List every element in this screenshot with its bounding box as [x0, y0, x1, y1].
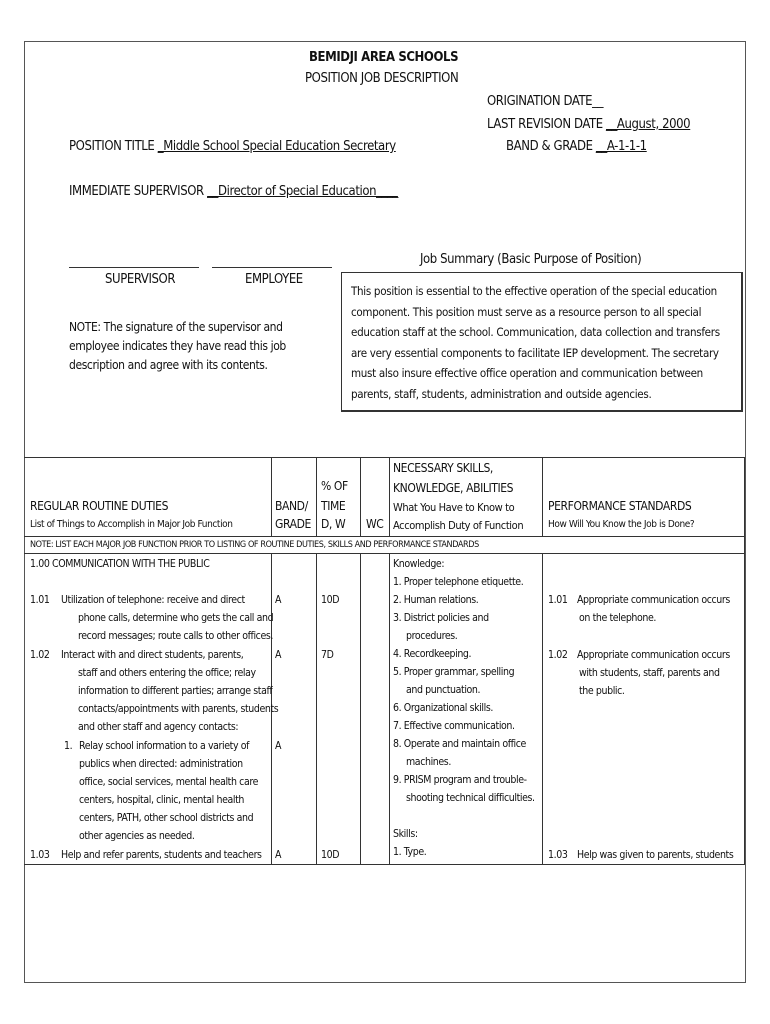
skills-header-2: KNOWLEDGE, ABILITIES: [393, 481, 514, 495]
skills-header-3: What You Have to Know to: [393, 501, 515, 514]
job-summary-box: [341, 272, 743, 412]
supervisor-value: __Director of Special Education____: [207, 184, 398, 199]
duty-text: [61, 646, 278, 736]
duty-line: other agencies as needed.: [79, 830, 195, 842]
employee-signature-line: [212, 267, 332, 268]
col-divider-perf-body: [542, 553, 543, 864]
duty-line: phone calls, determine who gets the call and: [78, 612, 274, 624]
duty-number: 1.01: [30, 594, 50, 606]
skill-line: procedures.: [393, 630, 458, 642]
position-title-label: POSITION TITLE: [69, 139, 155, 154]
time-header-2: TIME: [321, 499, 346, 513]
skill-line: [393, 807, 535, 825]
duty-band: A: [275, 849, 282, 861]
supervisor-signature-line: [69, 267, 199, 268]
skill-line: 7. Effective communication.: [393, 720, 515, 732]
duty-time: 7D: [321, 649, 334, 661]
table-right-border: [744, 457, 745, 864]
duty-text: Help and refer parents, students and teachers: [61, 849, 262, 861]
skill-line: 1. Type.: [393, 846, 427, 858]
duty-line: contacts/appointments with parents, students: [78, 703, 279, 715]
skill-line: shooting technical difficulties.: [393, 792, 535, 804]
duty-line: staff and others entering the office; relay: [78, 667, 256, 679]
duty-text: [61, 591, 273, 645]
position-title: [69, 139, 396, 154]
duty-line: Interact with and direct students, parents,: [61, 649, 244, 661]
duty-line: information to different parties; arrange staff: [78, 685, 273, 697]
band-grade: [506, 139, 647, 154]
duty-number: 1.02: [30, 649, 50, 661]
skill-line: 3. District policies and: [393, 612, 489, 624]
col-divider-skills-body: [389, 553, 390, 864]
job-summary-title: Job Summary (Basic Purpose of Position): [420, 252, 642, 267]
band-header-1: BAND/: [275, 499, 308, 513]
duty-line: office, social services, mental health care: [79, 776, 259, 788]
col-divider-band: [271, 457, 272, 536]
standard-line: with students, staff, parents and: [579, 667, 720, 679]
duty-line: Utilization of telephone: receive and direct: [61, 594, 245, 606]
standard-text: Help was given to parents, students: [577, 849, 734, 861]
supervisor-label: IMMEDIATE SUPERVISOR: [69, 184, 204, 199]
skill-line: 9. PRISM program and trouble-: [393, 774, 527, 786]
col-divider-perf: [542, 457, 543, 536]
skill-line: Skills:: [393, 828, 418, 840]
col-divider-time: [316, 457, 317, 536]
skill-line: machines.: [393, 756, 451, 768]
org-name: BEMIDJI AREA SCHOOLS: [309, 50, 459, 65]
duty-number: 1.03: [30, 849, 50, 861]
duty-line: centers, PATH, other school districts and: [79, 812, 254, 824]
skill-line: 6. Organizational skills.: [393, 702, 493, 714]
duty-band: A: [275, 740, 282, 752]
standard-number: 1.01: [548, 594, 568, 606]
skills-header-1: NECESSARY SKILLS,: [393, 461, 493, 475]
signature-note: NOTE: The signature of the supervisor and employee indicates they have read this job description and agree with its contents.: [69, 320, 286, 372]
standard-line: the public.: [579, 685, 625, 697]
skill-line: Knowledge:: [393, 558, 445, 570]
duties-header-sub: List of Things to Accomplish in Major Job Function: [30, 519, 233, 530]
last-revision-label: LAST REVISION DATE: [487, 117, 603, 132]
immediate-supervisor: [69, 184, 398, 199]
duties-header-title: REGULAR ROUTINE DUTIES: [30, 499, 169, 513]
standard-line: on the telephone.: [579, 612, 656, 624]
section-heading: 1.00 COMMUNICATION WITH THE PUBLIC: [30, 558, 210, 570]
skill-line: 2. Human relations.: [393, 594, 479, 606]
band-header-2: GRADE: [275, 517, 311, 531]
duty-line: publics when directed: administration: [79, 758, 243, 770]
job-summary-text: This position is essential to the effective operation of the special education component. This position must serve as a resource person to all special education staff at the school. Communication, data collection and transfers are very essential components to facilitate IEP development. The secretary must also insure effective office operation and communication between parents, staff, students, administration and outside agencies.: [351, 284, 720, 401]
col-divider-time-body: [316, 553, 317, 864]
table-header-border: [24, 536, 745, 537]
band-grade-label: BAND & GRADE: [506, 139, 593, 154]
skills-list: [393, 555, 535, 861]
skill-line: 4. Recordkeeping.: [393, 648, 472, 660]
standard-text: [577, 646, 730, 700]
standard-text: [577, 591, 730, 627]
duty-time: 10D: [321, 594, 340, 606]
table-note: NOTE: LIST EACH MAJOR JOB FUNCTION PRIOR TO LISTING OF ROUTINE DUTIES, SKILLS AND PERFORMANCE STANDARDS: [30, 540, 479, 550]
table-note-border: [24, 553, 745, 554]
col-divider-wc: [360, 457, 361, 536]
time-header-1: % OF: [321, 479, 348, 493]
subduty-number: 1.: [64, 740, 73, 752]
duty-line: record messages; route calls to other offices.: [78, 630, 273, 642]
doc-type: POSITION JOB DESCRIPTION: [305, 71, 459, 86]
subduty-text: [79, 737, 258, 845]
origination-date: ORIGINATION DATE__: [487, 94, 604, 109]
duty-band: A: [275, 649, 282, 661]
standard-line: Appropriate communication occurs: [577, 594, 730, 606]
duty-band: A: [275, 594, 282, 606]
duty-time: 10D: [321, 849, 340, 861]
employee-signature-label: EMPLOYEE: [245, 272, 303, 287]
skill-line: 8. Operate and maintain office: [393, 738, 526, 750]
supervisor-signature-label: SUPERVISOR: [105, 272, 176, 287]
duty-line: centers, hospital, clinic, mental health: [79, 794, 245, 806]
wc-header: WC: [366, 517, 384, 531]
standard-line: Appropriate communication occurs: [577, 649, 730, 661]
skill-line: 5. Proper grammar, spelling: [393, 666, 515, 678]
col-divider-wc-body: [360, 553, 361, 864]
skills-header-4: Accomplish Duty of Function: [393, 519, 524, 532]
table-top-border: [24, 457, 745, 458]
last-revision-value: __August, 2000: [606, 117, 691, 132]
perf-header-title: PERFORMANCE STANDARDS: [548, 499, 692, 513]
last-revision-date: [487, 117, 690, 132]
col-divider-skills: [389, 457, 390, 536]
skill-line: and punctuation.: [393, 684, 481, 696]
position-title-value: _Middle School Special Education Secretary: [157, 139, 396, 154]
table-bottom-border: [24, 864, 745, 865]
duty-line: and other staff and agency contacts:: [78, 721, 239, 733]
time-header-3: D, W: [321, 517, 346, 531]
perf-header-sub: How Will You Know the Job is Done?: [548, 519, 695, 530]
skill-line: 1. Proper telephone etiquette.: [393, 576, 524, 588]
standard-number: 1.03: [548, 849, 568, 861]
duty-line: Relay school information to a variety of: [79, 740, 250, 752]
standard-number: 1.02: [548, 649, 568, 661]
band-grade-value: __A-1-1-1: [595, 139, 647, 154]
